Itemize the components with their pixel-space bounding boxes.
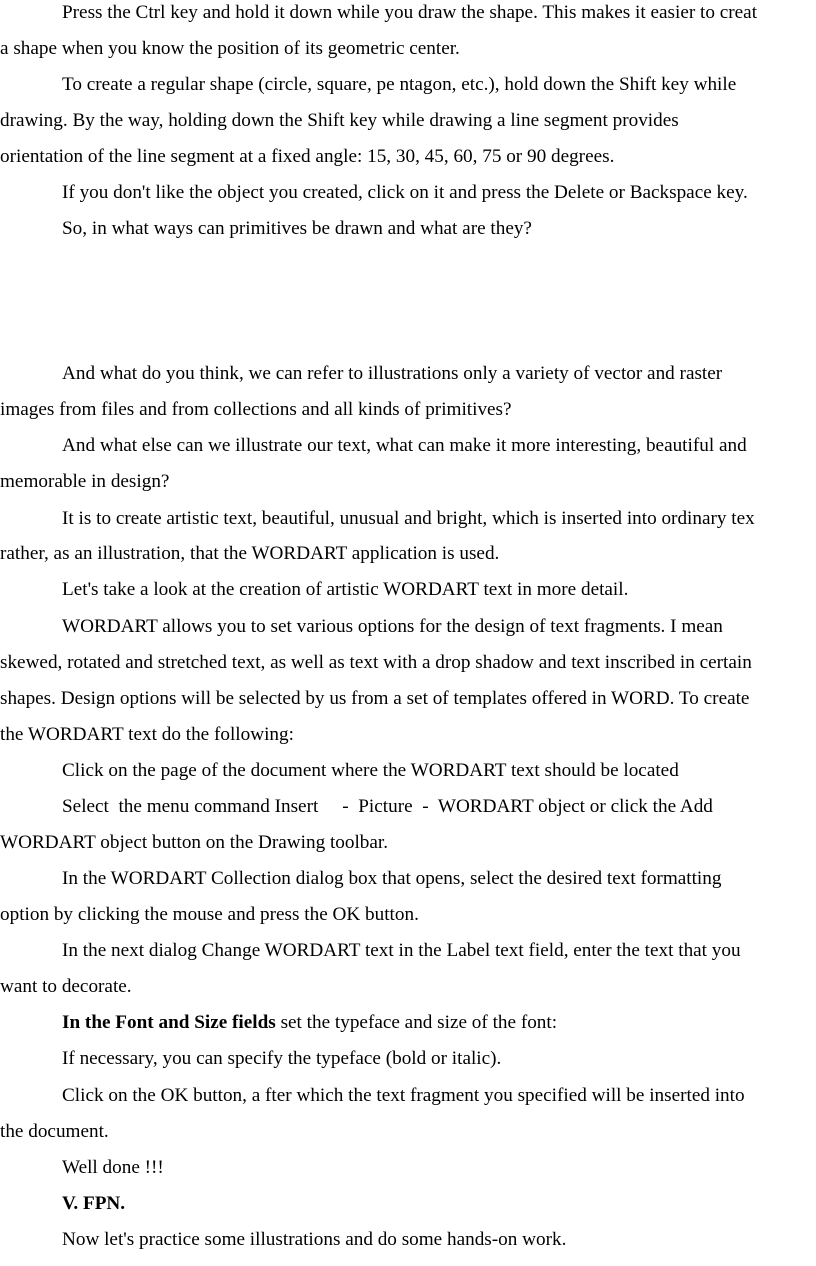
- paragraph-line: orientation of the line segment at a fixed angle: 15, 30, 45, 60, 75 or 90 degrees.: [0, 146, 615, 167]
- paragraph-line: shapes. Design options will be selected by us from a set of templates offered in WORD. To create: [0, 688, 750, 709]
- paragraph-line: [62, 1011, 557, 1035]
- paragraph-line: the document.: [0, 1121, 109, 1142]
- paragraph-line: And what do you think, we can refer to illustrations only a variety of vector and raster: [62, 363, 723, 384]
- paragraph-line: In the WORDART Collection dialog box that opens, select the desired text formatting: [62, 868, 722, 889]
- line-rest: set the typeface and size of the font:: [280, 1012, 558, 1033]
- paragraph-line: a shape when you know the position of its geometric center.: [0, 38, 460, 59]
- paragraph-line: images from files and from collections and all kinds of primitives?: [0, 399, 512, 420]
- paragraph-line: In the next dialog Change WORDART text in the Label text field, enter the text that you: [62, 940, 741, 961]
- paragraph-line: want to decorate.: [0, 976, 132, 997]
- paragraph-line: Select the menu command Insert - Picture - WORDART object or click the Add: [62, 796, 713, 817]
- paragraph-line: Now let's practice some illustrations and do some hands-on work.: [62, 1229, 567, 1250]
- paragraph-line: If you don't like the object you created, click on it and press the Delete or Backspace key.: [62, 182, 748, 203]
- paragraph-line: skewed, rotated and stretched text, as well as text with a drop shadow and text inscribed in certain: [0, 652, 752, 673]
- paragraph-line: To create a regular shape (circle, square, pe ntagon, etc.), hold down the Shift key while: [62, 74, 737, 95]
- paragraph-line: Well done !!!: [62, 1157, 164, 1178]
- paragraph-line: If necessary, you can specify the typeface (bold or italic).: [62, 1048, 502, 1069]
- paragraph-line: Click on the page of the document where the WORDART text should be located: [62, 760, 679, 781]
- paragraph-line: WORDART object button on the Drawing toolbar.: [0, 832, 389, 853]
- paragraph-line: And what else can we illustrate our text, what can make it more interesting, beautiful and: [62, 435, 747, 456]
- paragraph-line: memorable in design?: [0, 471, 170, 492]
- paragraph-line: Click on the OK button, a fter which the text fragment you specified will be inserted into: [62, 1085, 745, 1106]
- bold-phrase: In the Font and Size fields: [62, 1012, 276, 1033]
- paragraph-line: Let's take a look at the creation of artistic WORDART text in more detail.: [62, 579, 629, 600]
- paragraph-line: WORDART allows you to set various options for the design of text fragments. I mean: [62, 616, 723, 637]
- paragraph-line: It is to create artistic text, beautiful, unusual and bright, which is inserted into ordinary tex: [62, 508, 755, 529]
- paragraph-line: the WORDART text do the following:: [0, 724, 294, 745]
- section-heading: V. FPN.: [62, 1193, 126, 1214]
- paragraph-line: Press the Ctrl key and hold it down while you draw the shape. This makes it easier to creat: [62, 2, 758, 23]
- paragraph-line: drawing. By the way, holding down the Shift key while drawing a line segment provides: [0, 110, 679, 131]
- paragraph-line: rather, as an illustration, that the WORDART application is used.: [0, 543, 500, 564]
- paragraph-line: So, in what ways can primitives be drawn and what are they?: [62, 218, 532, 239]
- paragraph-line: option by clicking the mouse and press the OK button.: [0, 904, 419, 925]
